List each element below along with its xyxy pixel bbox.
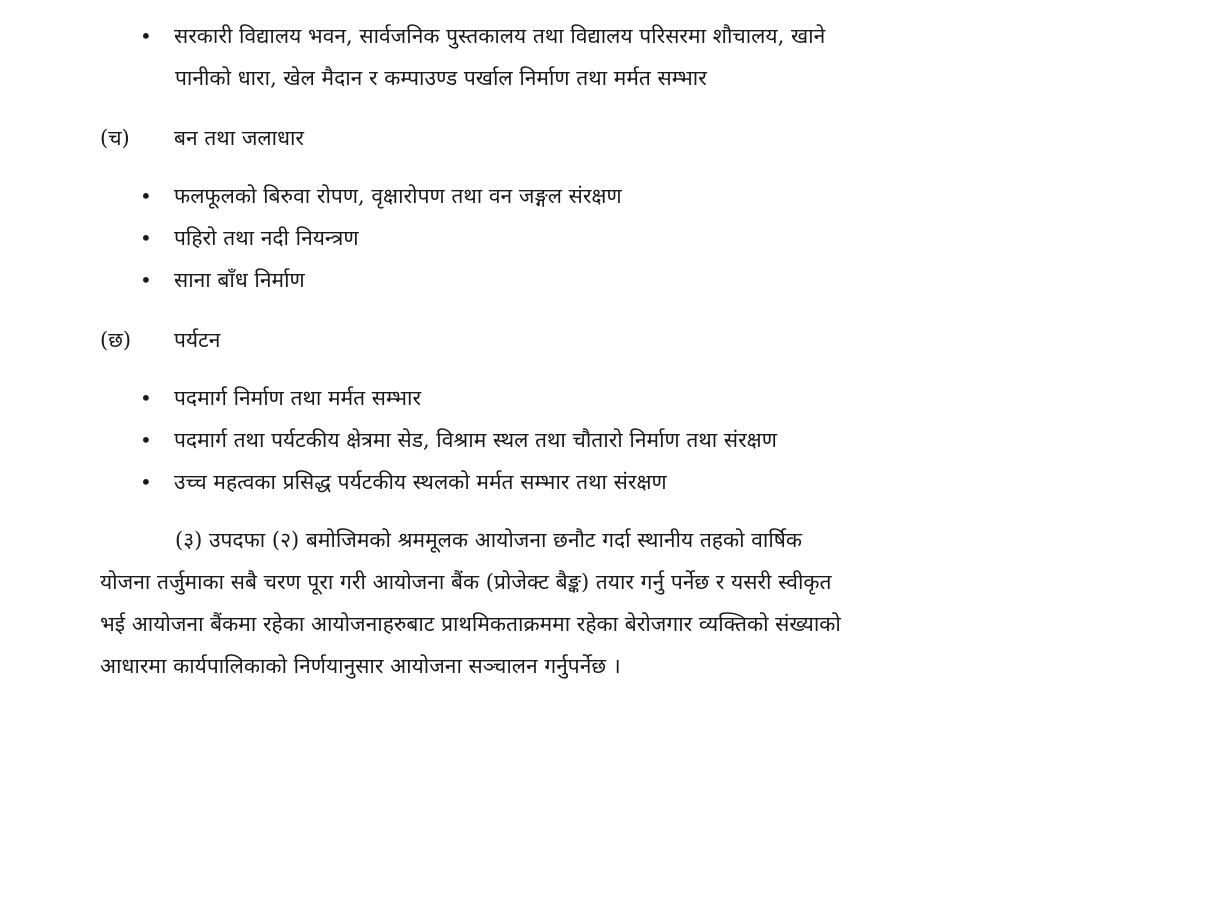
list-item [140,224,359,252]
paragraph-line: (३) उपदफा (२) बमोजिमको श्रममूलक आयोजना छनौट गर्दा स्थानीय तहको वार्षिक [175,528,803,552]
list-item [140,426,777,454]
paragraph-line: योजना तर्जुमाका सबै चरण पूरा गरी आयोजना बैंक (प्रोजेक्ट बैङ्क) तयार गर्नु पर्नेछ र यसरी स्वीकृत [100,570,832,594]
list-item [140,384,421,412]
bullet-icon: • [140,24,152,48]
paragraph-line: आधारमा कार्यपालिकाको निर्णयानुसार आयोजना सञ्चालन गर्नुपर्नेछ । [100,654,621,678]
section-title: बन तथा जलाधार [174,126,305,150]
section-marker: (च) [100,126,130,150]
paragraph-line: भई आयोजना बैंकमा रहेका आयोजनाहरुबाट प्राथमिकताक्रममा रहेका बेरोजगार व्यक्तिको संख्याको [100,612,841,636]
section-heading-cha [100,124,304,152]
list-item-text: पहिरो तथा नदी नियन्त्रण [174,226,359,250]
list-item-text: सरकारी विद्यालय भवन, सार्वजनिक पुस्तकालय तथा विद्यालय परिसरमा शौचालय, खाने [174,24,826,48]
bullet-icon: • [140,226,152,250]
section-title: पर्यटन [174,328,221,352]
list-item-text: साना बाँध निर्माण [174,268,305,292]
bullet-icon: • [140,268,152,292]
bullet-icon: • [140,184,152,208]
bullet-icon: • [140,428,152,452]
list-item-text: पदमार्ग निर्माण तथा मर्मत सम्भार [174,386,422,410]
list-item-text: फलफूलको बिरुवा रोपण, वृक्षारोपण तथा वन जङ्गल संरक्षण [174,184,622,208]
list-item-text: उच्च महत्वका प्रसिद्ध पर्यटकीय स्थलको मर्मत सम्भार तथा संरक्षण [174,470,667,494]
list-item-continuation: पानीको धारा, खेल मैदान र कम्पाउण्ड पर्खाल निर्माण तथा मर्मत सम्भार [175,66,707,90]
bullet-icon: • [140,386,152,410]
section-heading-chha [100,326,220,354]
list-item-text: पदमार्ग तथा पर्यटकीय क्षेत्रमा सेड, विश्राम स्थल तथा चौतारो निर्माण तथा संरक्षण [174,428,777,452]
bullet-icon: • [140,470,152,494]
list-item [140,182,622,210]
list-item [140,22,825,50]
list-item [140,266,305,294]
list-item [140,468,667,496]
section-marker: (छ) [100,328,132,352]
